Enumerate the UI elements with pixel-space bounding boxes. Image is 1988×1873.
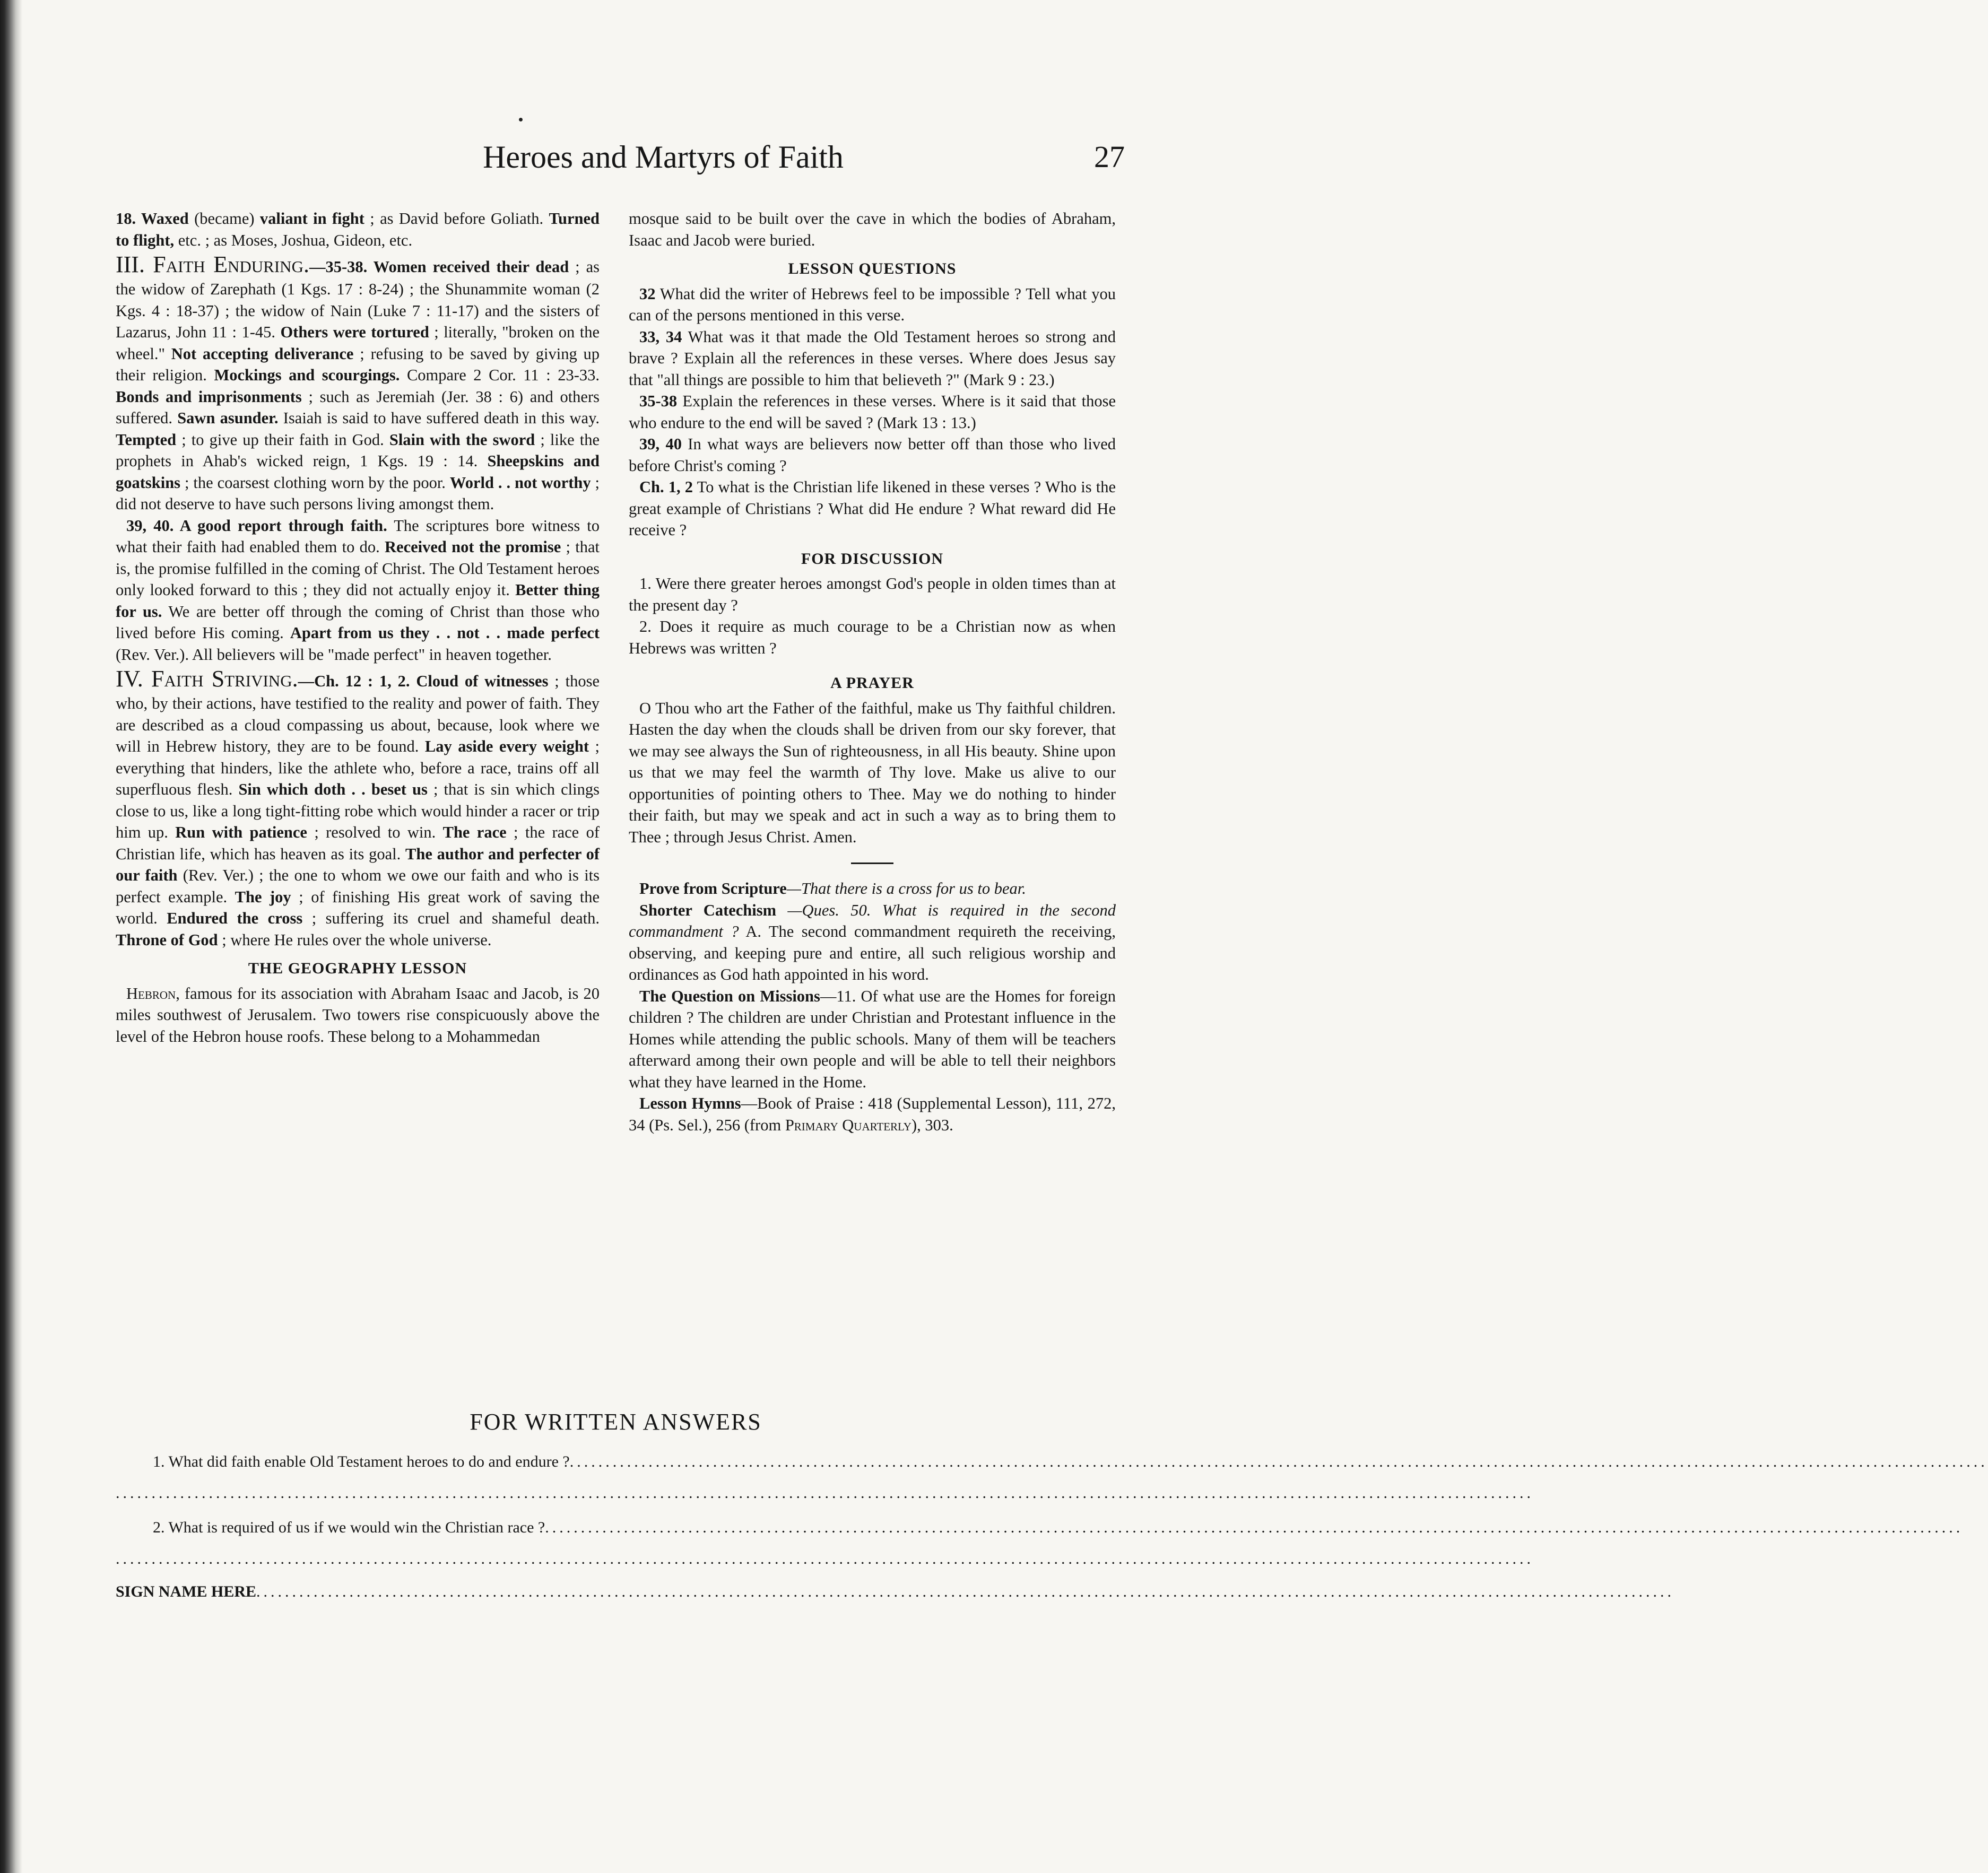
answer-line-2[interactable]: ...................................................................................................................................................................................................... — [116, 1550, 1534, 1567]
section-heading: IV. Faith Striving. — [116, 666, 298, 692]
term: The race — [442, 823, 507, 841]
question-39-40 — [629, 433, 1116, 476]
prayer-text: O Thou who art the Father of the faithful, make us Thy faithful children. Hasten the day when the clouds shall be driven from our sky forever, that we may see always the Sun of righteousness, in all His beauty. Shine upon us that we may feel the warmth of Thy love. Make us alive to our opportunities of pointing others to Thee. May we do nothing to hinder their faith, but may we speak and act in such a way as to bring them to Thee ; through Jesus Christ. Amen. — [629, 699, 1116, 846]
term: Turned to flight, — [116, 210, 600, 249]
term: World . . not worthy — [449, 473, 591, 492]
paragraph-verses-39-40 — [116, 515, 600, 666]
term: Cloud of witnesses — [416, 672, 549, 690]
page-binding-edge — [0, 0, 22, 1873]
text: ; resolved to win. — [307, 823, 443, 841]
term: Run with patience — [175, 823, 307, 841]
text: ; where He rules over the whole universe. — [218, 930, 492, 949]
label: Lesson Hymns — [639, 1094, 741, 1112]
section-heading: III. Faith Enduring. — [116, 251, 309, 277]
text: ; literally, "broken on the wheel." — [116, 323, 600, 363]
term: Apart from us they . . not . . made perfect — [290, 624, 600, 642]
verse-ref: 39, 40 — [639, 435, 682, 453]
geography-lesson-continued: mosque said to be built over the cave in which the bodies of Abraham, Isaac and Jacob were buried. — [629, 210, 1116, 249]
term: Bonds and imprisonments — [116, 387, 302, 406]
written-answers-heading: FOR WRITTEN ANSWERS — [470, 1409, 762, 1435]
text: Isaiah is said to have suffered death in this way. — [278, 409, 600, 427]
verse-ref: 35-38 — [639, 392, 678, 410]
term: Women received their dead — [373, 258, 569, 276]
answer: A. The second commandment requireth the receiving, observing, and keeping pure and entire, all such religious worship and ordinances as God hath appointed in his word. — [629, 922, 1116, 983]
text: ; the coarsest clothing worn by the poor. — [180, 473, 450, 492]
term: Not accepting deliverance — [171, 344, 354, 363]
divider — [851, 863, 893, 864]
signature-dots: ...................................................................................................................................................................................................... — [256, 1583, 1675, 1600]
text: What was it that made the Old Testament heroes so strong and brave ? Explain all the references in these verses. Where does Jesus say that "all things are possible to him that believeth ?" (Mark 9 : 23.) — [629, 327, 1116, 389]
verse-ref: 32 — [639, 284, 656, 303]
text: —That there is a cross for us to bear. — [786, 879, 1026, 898]
text: ; the race of Christian life, which has heaven as its goal. — [116, 823, 600, 863]
term: valiant in fight — [259, 210, 364, 228]
discussion-2: 2. Does it require as much courage to be a Christian now as when Hebrews was written ? — [629, 617, 1116, 657]
text: ; that is sin which clings close to us, like a long tight-fitting robe which would hinder a racer or trip him up. — [116, 780, 600, 841]
text: ; that is, the promise fulfilled in the coming of Christ. The Old Testament heroes only looked forward to this ; they did not actually enjoy it. — [116, 538, 600, 599]
geography-lesson-heading: THE GEOGRAPHY LESSON — [248, 960, 467, 977]
discussion-1: 1. Were there greater heroes amongst God's people in olden times than at the present day ? — [629, 574, 1116, 614]
place-name: Hebron, — [126, 984, 180, 1003]
verse-ref: —Ch. 12 : 1, 2. — [298, 672, 416, 690]
question-text: 2. What is required of us if we would win the Christian race ? — [153, 1519, 545, 1536]
section-faith-enduring — [116, 251, 600, 515]
text: Compare 2 Cor. 11 : 23-33. — [400, 366, 600, 384]
text: Explain the references in these verses. Where is it said that those who endure to the end will be saved ? (Mark 13 : 13.) — [629, 392, 1116, 432]
term: Others were tortured — [280, 323, 429, 341]
question-32 — [629, 283, 1116, 326]
text: ; did not deserve to have such persons living amongst them. — [116, 473, 600, 513]
written-question-2 — [116, 1517, 1964, 1550]
section-faith-striving — [116, 665, 600, 951]
text: —Book of Praise : 418 (Supplemental Lesson), 111, 272, 34 (Ps. Sel.), 256 (from — [629, 1094, 1116, 1134]
lesson-hymns — [629, 1093, 1116, 1136]
paragraph-verse-18 — [116, 208, 600, 251]
label: The Question on Missions — [639, 987, 820, 1005]
geography-lesson-text — [116, 983, 600, 1048]
text: famous for its association with Abraham Isaac and Jacob, is 20 miles southwest of Jerusalem. Two towers rise conspicuously above the level of the Hebron house roofs. These belong to a Mohammedan — [116, 984, 600, 1046]
verse-ref: —35-38. — [309, 258, 374, 276]
publication-name: Primary Quarterly — [785, 1116, 911, 1134]
verse-ref: Ch. 1, 2 — [639, 478, 693, 496]
page-header — [159, 139, 1125, 181]
text: (became) — [188, 210, 260, 228]
text: In what ways are believers now better off than those who lived before Christ's coming ? — [629, 435, 1116, 475]
text: ; to give up their faith in God. — [176, 430, 389, 449]
text: ), 303. — [911, 1116, 953, 1134]
text: (Rev. Ver.). All believers will be "made perfect" in heaven together. — [116, 645, 552, 664]
verse-ref: 33, 34 — [639, 327, 682, 346]
text: ; those who, by their actions, have testified to the reality and power of faith. They are described as a cloud compassing us about, because, look where we will in Hebrew history, they are to be found. — [116, 672, 600, 755]
for-discussion-heading: FOR DISCUSSION — [801, 550, 944, 568]
written-question-1 — [116, 1451, 1988, 1484]
question-35-38 — [629, 390, 1116, 433]
term: Slain with the sword — [389, 430, 535, 449]
term: Tempted — [116, 430, 177, 449]
text: ; suffering its cruel and shameful death. — [302, 909, 600, 927]
term: Lay aside every weight — [424, 737, 589, 755]
term: Better thing for us. — [116, 581, 600, 621]
term: Sheepskins and goatskins — [116, 452, 600, 492]
text: (Rev. Ver.) ; the one to whom we owe our faith and who is its perfect example. — [116, 866, 600, 906]
text: ; of finishing His great work of saving the world. — [116, 887, 600, 927]
term: Throne of God — [116, 930, 218, 949]
question-33-34 — [629, 326, 1116, 391]
text: —11. Of what use are the Homes for foreign children ? The children are under Christian and Protestant influence in the Homes while attending the public schools. Many of them will be teachers afterward among their own people and will be able to tell their neighbors what they have learned in the Home. — [629, 987, 1116, 1091]
text: We are better off through the coming of Christ than those who lived before His coming. — [116, 602, 600, 642]
shorter-catechism — [629, 900, 1116, 986]
sign-label: SIGN NAME HERE — [116, 1583, 257, 1600]
written-answers-section — [116, 1408, 1988, 1616]
question-on-missions — [629, 986, 1116, 1093]
term: Sawn asunder. — [177, 409, 279, 427]
label: Prove from Scripture — [639, 879, 787, 898]
text: ; refusing to be saved by giving up their religion. — [116, 344, 600, 384]
term: Mockings and scourgings. — [214, 366, 400, 384]
text: ; like the prophets in Ahab's wicked reign, 1 Kgs. 19 : 14. — [116, 430, 600, 470]
answer-line-1[interactable]: ...................................................................................................................................................................................................... — [116, 1484, 1534, 1502]
text: ; as David before Goliath. — [364, 210, 549, 228]
prove-from-scripture — [629, 878, 1116, 900]
text: ; such as Jeremiah (Jer. 38 : 6) and others suffered. — [116, 387, 600, 427]
term: 39, 40. A good report through faith. — [126, 516, 387, 535]
ink-dot — [519, 118, 523, 121]
text: To what is the Christian life likened in these verses ? Who is the great example of Christians ? What did He endure ? What reward did He receive ? — [629, 478, 1116, 539]
page-number: 27 — [1094, 140, 1125, 174]
page-title: Heroes and Martyrs of Faith — [483, 140, 844, 175]
question-ch-1-2 — [629, 476, 1116, 541]
lesson-questions-heading: LESSON QUESTIONS — [788, 260, 957, 277]
term: Endured the cross — [167, 909, 303, 927]
sign-name-line[interactable] — [116, 1583, 1675, 1616]
text: The scriptures bore witness to what their faith had enabled them to do. — [116, 516, 600, 556]
answer-dots: ...................................................................................................................................................................................................... — [569, 1453, 1988, 1470]
text: ; everything that hinders, like the athlete who, before a race, trains off all superfluous flesh. — [116, 737, 600, 798]
text: ; as the widow of Zarephath (1 Kgs. 17 : 8-24) ; the Shunammite woman (2 Kgs. 4 : 18-37) ; the widow of Nain (Luke 7 : 11-17) and the sisters of Lazarus, John 11 : 1-45. — [116, 258, 600, 341]
answer-dots: ...................................................................................................................................................................................................... — [545, 1519, 1964, 1536]
term: The author and perfecter of our faith — [116, 844, 600, 884]
term: Received not the promise — [385, 538, 561, 556]
question: —Ques. 50. What is required in the second commandment ? — [629, 901, 1116, 940]
left-column — [116, 208, 600, 1047]
term: Sin which doth . . beset us — [238, 780, 428, 798]
text: What did the writer of Hebrews feel to be impossible ? Tell what you can of the persons mentioned in this verse. — [629, 284, 1116, 324]
text: etc. ; as Moses, Joshua, Gideon, etc. — [174, 231, 413, 249]
verse-ref: 18. Waxed — [116, 210, 189, 228]
term: The joy — [235, 887, 291, 906]
right-column — [629, 208, 1116, 1136]
prayer-heading: A PRAYER — [830, 674, 914, 692]
question-text: 1. What did faith enable Old Testament heroes to do and endure ? — [153, 1453, 570, 1470]
label: Shorter Catechism — [639, 901, 777, 919]
